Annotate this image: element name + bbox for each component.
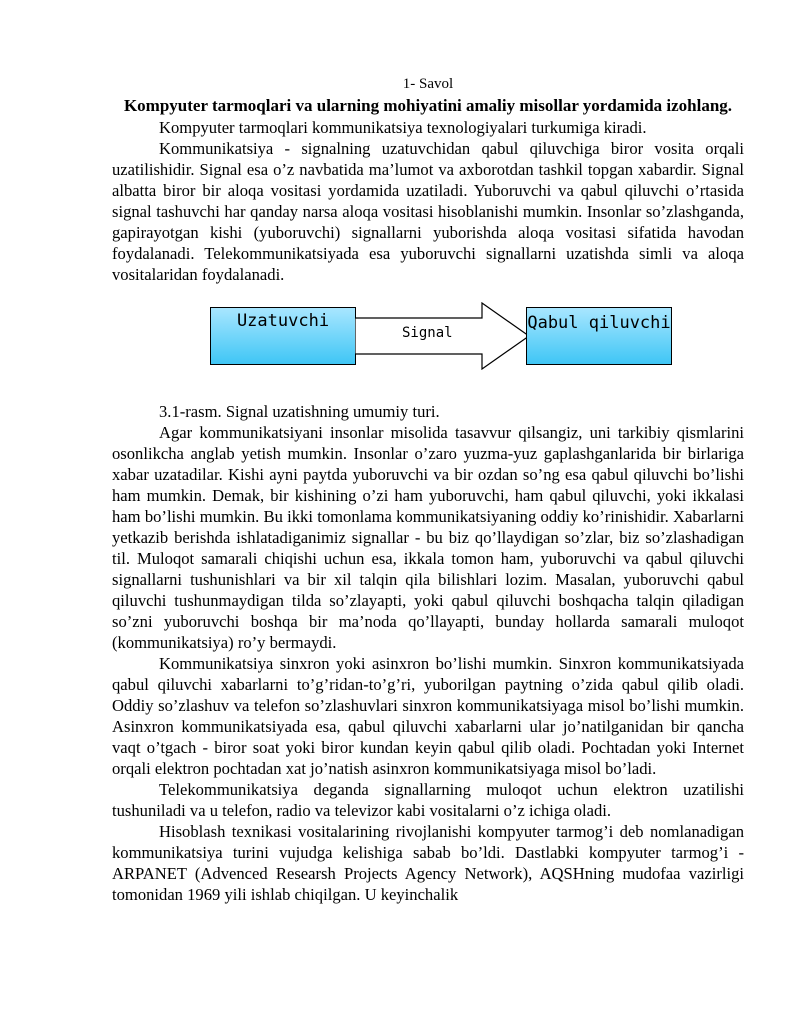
- sender-box: [210, 307, 356, 365]
- sender-label: Uzatuvchi: [236, 311, 330, 331]
- paragraph-communication-definition: Kommunikatsiya - signalning uzatuvchidan qabul qiluvchiga biror vosita orqali uzatilishidir. Signal esa o’z navbatida ma’lumot va axborotdan tashkil topgan xabardir. Signal albatta biror bir aloqa vositasi yordamida uzatiladi. Yuboruvchi va qabul qiluvchi o’rtasida signal tashuvchi har qanday narsa aloqa vositasi hisoblanishi mumkin. Insonlar so’zlashganda, gapirayotgan kishi (yuboruvchi) signallarni yuborishda aloqa vositasi sifatida havodan foydalanadi. Telekommunikatsiyada esa yuboruvchi signallarni uzatishda simli va aloqa vositalaridan foydalanadi.: [112, 139, 744, 284]
- document-page: [112, 70, 744, 905]
- signal-diagram: [112, 285, 744, 401]
- question-number: 1- Savol: [402, 76, 454, 92]
- signal-label: Signal: [402, 325, 453, 341]
- paragraph-arpanet: Hisoblash texnikasi vositalarining rivojlanishi kompyuter tarmog’i deb nomlanadigan kommunikatsiya turini vujudga kelishiga sabab bo’ldi. Dastlabki kompyuter tarmog’i - ARPANET (Advenced Researsh Projects Agency Network), AQSHning mudofaa vazirligi tomonidan 1969 yili ishlab chiqilgan. U keyinchalik: [112, 822, 744, 904]
- paragraph-sync-async: Kommunikatsiya sinxron yoki asinxron bo’lishi mumkin. Sinxron kommunikatsiyada qabul qiluvchi xabarlarni to’g’ridan-to’g’ri, yuborilgan paytning o’zida qabul qilib oladi. Oddiy so’zlashuv va telefon so’zlashuvlari sinxron kommunikatsiyaga misol bo’lishi mumkin. Asinxron kommunikatsiyada esa, qabul qiluvchi xabarlarni ular jo’natilganidan bir qancha vaqt o’tgach - biror soat yoki biror kundan keyin qabul qilib oladi. Pochtadan yoki Internet orqali elektron pochtadan xat jo’natish asinxron kommunikatsiyaga misol bo’ladi.: [112, 654, 744, 778]
- document-title: Kompyuter tarmoqlari va ularning mohiyatini amaliy misollar yordamida izohlang.: [123, 96, 733, 115]
- paragraph-intro: Kompyuter tarmoqlari kommunikatsiya texnologiyalari turkumiga kiradi.: [159, 118, 647, 137]
- paragraph-telecommunication: Telekommunikatsiya deganda signallarning muloqot uchun elektron uzatilishi tushuniladi va u telefon, radio va televizor kabi vositalarni o’z ichiga oladi.: [112, 780, 744, 820]
- receiver-box: [526, 307, 672, 365]
- paragraph-human-example: Agar kommunikatsiyani insonlar misolida tasavvur qilsangiz, uni tarkibiy qismlarini osonlikcha anglab yetish mumkin. Insonlar o’zaro yuzma-yuz gaplashganlarida bir birlariga xabar uzatadilar. Kishi ayni paytda yuboruvchi va bir ozdan so’ng esa qabul qiluvchi bo’lishi ham mumkin. Demak, bir kishining o’zi ham yuboruvchi, ham qabul qiluvchi, yoki ikkalasi ham bo’lishi mumkin. Bu ikki tomonlama kommunikatsiyaning oddiy ko’rinishidir. Xabarlarni yetkazib berishda ishlatadiganimiz signallar - bu biz qo’llaydigan so’zlar, biz so’zlashadigan til. Muloqot samarali chiqishi uchun esa, ikkala tomon ham, yuboruvchi va qabul qiluvchi signallarni tushunishlari va bir xil talqin qila bilishlari lozim. Masalan, yuboruvchi qabul qiluvchi tushunmaydigan tilda so’zlayapti, yoki qabul qiluvchi boshqacha talqin qiladigan so’zni yuboruvchi boshqa bir ma’noda qo’llayapti, bunday hollarda samarali muloqot (kommunikatsiya) ro’y bermaydi.: [112, 423, 744, 652]
- receiver-label: Qabul qiluvchi: [527, 313, 671, 333]
- figure-caption: 3.1-rasm. Signal uzatishning umumiy turi.: [159, 402, 440, 421]
